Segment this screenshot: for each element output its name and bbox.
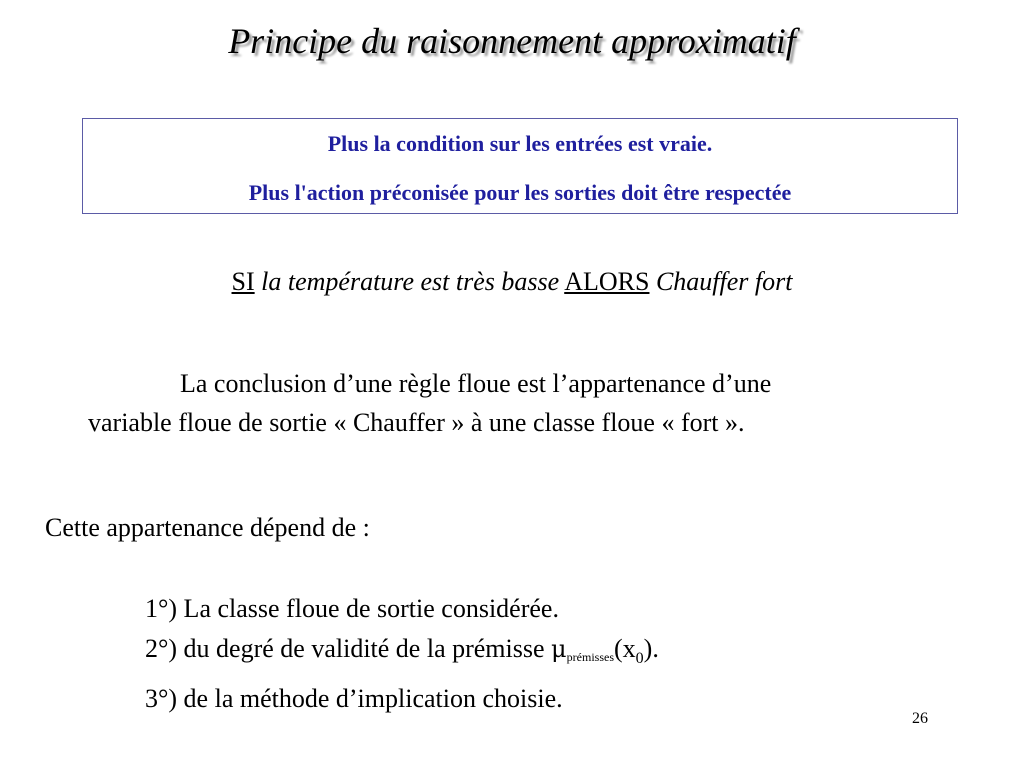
rule-if-keyword: SI — [231, 267, 255, 296]
conclusion-line-2: variable floue de sortie « Chauffer » à une classe floue « fort ». — [88, 408, 745, 437]
page-number: 26 — [912, 710, 928, 727]
dependency-item-2-text: 2°) du degré de validité de la prémisse — [145, 634, 552, 663]
principle-line-1: Plus la condition sur les entrées est vraie. — [327, 131, 713, 156]
x-variable: (x — [613, 634, 636, 663]
dependency-list — [145, 589, 659, 719]
rule-then-keyword: ALORS — [564, 267, 650, 296]
principle-line-2: Plus l'action préconisée pour les sorties doit être respectée — [248, 180, 792, 205]
dependency-item-2 — [145, 629, 659, 679]
x-subscript: 0 — [635, 650, 644, 667]
dependency-item-2-suffix: ). — [643, 634, 659, 663]
dependency-item-3: 3°) de la méthode d’implication choisie. — [145, 684, 563, 713]
conclusion-paragraph — [88, 364, 968, 442]
dependency-item-1: 1°) La classe floue de sortie considérée. — [145, 594, 559, 623]
fuzzy-rule — [0, 267, 1024, 297]
principle-box — [82, 118, 958, 214]
depend-label: Cette appartenance dépend de : — [45, 513, 370, 542]
mu-symbol: μ — [551, 635, 567, 663]
slide-title: Principe du raisonnement approximatif — [228, 21, 796, 61]
mu-subscript: prémisses — [566, 650, 614, 664]
conclusion-line-1: La conclusion d’une règle floue est l’appartenance d’une — [180, 369, 772, 398]
rule-action: Chauffer fort — [655, 267, 793, 296]
rule-condition: la température est très basse — [261, 267, 560, 296]
